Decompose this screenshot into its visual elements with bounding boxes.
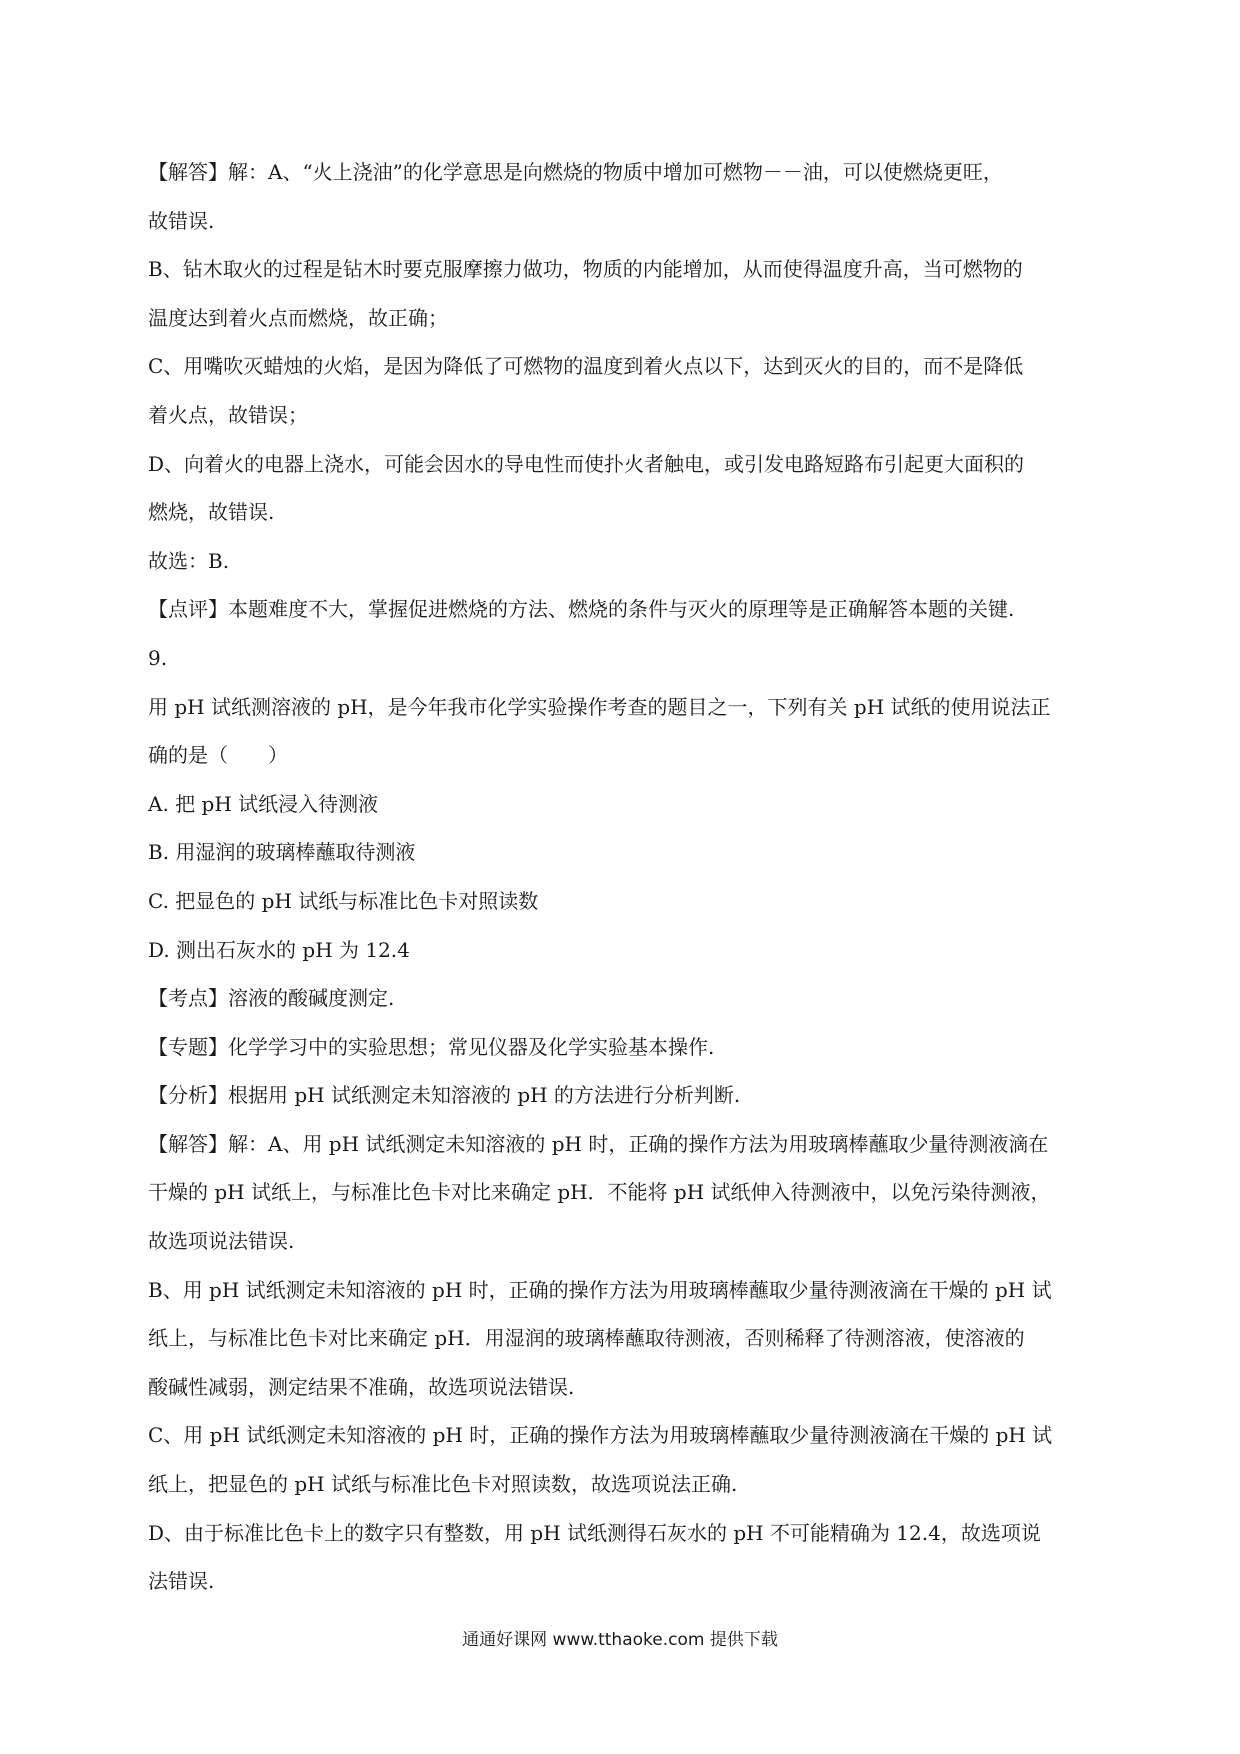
document-body: [148, 148, 1093, 1606]
option-a: A. 把 pH 试纸浸入待测液: [148, 791, 379, 816]
option-d: D. 测出石灰水的 pH 为 12.4: [148, 937, 410, 962]
solution-a-line-3: 故选项说法错误.: [148, 1229, 295, 1254]
selection-line: 故选：B.: [148, 548, 230, 573]
option-b: B. 用湿润的玻璃棒蘸取待测液: [148, 840, 416, 865]
solution-d-line-1: D、由于标准比色卡上的数字只有整数，用 pH 试纸测得石灰水的 pH 不可能精确为 12.4，故选项说: [148, 1520, 1041, 1545]
answer-d-line-2: 燃烧，故错误.: [148, 500, 275, 525]
answer-c-line-2: 着火点，故错误；: [148, 402, 308, 427]
answer-c-line-1: C、用嘴吹灭蜡烛的火焰，是因为降低了可燃物的温度到着火点以下，达到灭火的目的，而不是降低: [148, 354, 1024, 379]
analysis-line: 【分析】根据用 pH 试纸测定未知溶液的 pH 的方法进行分析判断.: [148, 1083, 741, 1108]
solution-b-line-2: 纸上，与标准比色卡对比来确定 pH．用湿润的玻璃棒蘸取待测液，否则稀释了待测溶液，使溶液的: [148, 1326, 1025, 1351]
answer-a-line-2: 故错误.: [148, 208, 215, 233]
solution-a-line-1: 【解答】解：A、用 pH 试纸测定未知溶液的 pH 时，正确的操作方法为用玻璃棒蘸取少量待测液滴在: [148, 1131, 1049, 1156]
answer-b-line-1: B、钻木取火的过程是钻木时要克服摩擦力做功，物质的内能增加，从而使得温度升高，当可燃物的: [148, 257, 1023, 282]
knowledge-point: 【考点】溶液的酸碱度测定.: [148, 986, 395, 1011]
question-stem-line-2: 确的是（ ）: [148, 743, 288, 768]
solution-b-line-1: B、用 pH 试纸测定未知溶液的 pH 时，正确的操作方法为用玻璃棒蘸取少量待测液滴在干燥的 pH 试: [148, 1277, 1052, 1302]
question-stem-line-1: 用 pH 试纸测溶液的 pH，是今年我市化学实验操作考查的题目之一，下列有关 pH 试纸的使用说法正: [148, 694, 1051, 719]
solution-b-line-3: 酸碱性减弱，测定结果不准确，故选项说法错误.: [148, 1374, 575, 1399]
answer-b-line-2: 温度达到着火点而燃烧，故正确；: [148, 305, 448, 330]
solution-c-line-1: C、用 pH 试纸测定未知溶液的 pH 时，正确的操作方法为用玻璃棒蘸取少量待测液滴在干燥的 pH 试: [148, 1423, 1053, 1448]
comment-line: 【点评】本题难度不大，掌握促进燃烧的方法、燃烧的条件与灭火的原理等是正确解答本题的关键.: [148, 597, 1015, 622]
question-number: 9.: [148, 645, 168, 670]
topic-line: 【专题】化学学习中的实验思想；常见仪器及化学实验基本操作.: [148, 1034, 715, 1059]
solution-c-line-2: 纸上，把显色的 pH 试纸与标准比色卡对照读数，故选项说法正确.: [148, 1472, 738, 1497]
solution-d-line-2: 法错误.: [148, 1569, 215, 1594]
answer-a-line-1: 【解答】解：A、“火上浇油”的化学意思是向燃烧的物质中增加可燃物－－油，可以使燃烧更旺，: [148, 160, 1003, 184]
solution-a-line-2: 干燥的 pH 试纸上，与标准比色卡对比来确定 pH．不能将 pH 试纸伸入待测液中，以免污染待测液，: [148, 1180, 1051, 1205]
page-footer: 通通好课网 www.tthaoke.com 提供下载: [462, 1630, 778, 1650]
option-c: C. 把显色的 pH 试纸与标准比色卡对照读数: [148, 888, 539, 913]
answer-d-line-1: D、向着火的电器上浇水，可能会因水的导电性而使扑火者触电，或引发电路短路布引起更大面积的: [148, 451, 1025, 476]
